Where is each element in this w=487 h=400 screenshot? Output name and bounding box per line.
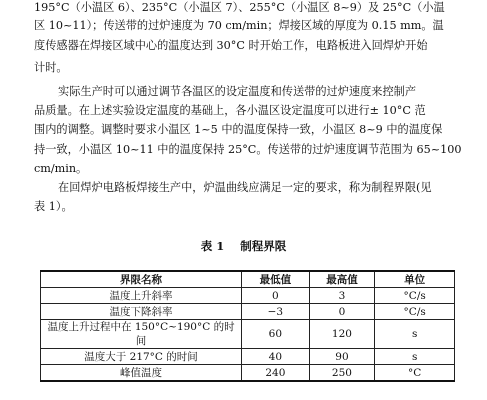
header-limit-name: 界限名称 bbox=[41, 271, 242, 288]
paragraph-1-line-3: 度传感器在焊接区域中心的温度达到 30°C 时开始工作，电路板进入回焊炉开始 bbox=[34, 39, 428, 52]
cell-limit-name: 温度上升斜率 bbox=[41, 288, 242, 304]
cell-min: 0 bbox=[242, 288, 310, 304]
table-row bbox=[41, 349, 455, 365]
cell-min: −3 bbox=[242, 304, 310, 320]
table-caption-title: 制程界限 bbox=[240, 239, 287, 253]
cell-limit-name: 温度大于 217°C 的时间 bbox=[41, 349, 242, 365]
cell-min: 240 bbox=[242, 365, 310, 382]
table-row bbox=[41, 288, 455, 304]
paragraph-1-line-4: 计时。 bbox=[34, 61, 68, 74]
table-caption-number: 表 1 bbox=[200, 239, 225, 253]
cell-limit-name: 温度上升过程中在 150°C~190°C 的时间 bbox=[41, 320, 242, 349]
cell-min: 60 bbox=[242, 320, 310, 349]
cell-max: 0 bbox=[309, 304, 375, 320]
paragraph-2-line-3: 围内的调整。调整时要求小温区 1~5 中的温度保持一致，小温区 8~9 中的温度保 bbox=[34, 123, 443, 136]
cell-unit: °C bbox=[375, 365, 455, 382]
table-caption bbox=[0, 238, 487, 254]
paragraph-2-line-5: cm/min。 bbox=[34, 162, 88, 175]
paragraph-1-line-2: 区 10~11）；传送带的过炉速度为 70 cm/min；焊接区域的厚度为 0.15 mm。温 bbox=[34, 19, 444, 32]
process-limits-table bbox=[40, 270, 455, 382]
paragraph-2-line-4: 持一致，小温区 10~11 中的温度保持 25°C。传送带的过炉速度调节范围为 65~100 bbox=[34, 143, 462, 156]
paragraph-3-line-2: 表 1）。 bbox=[34, 200, 73, 213]
table-header-row bbox=[41, 271, 455, 288]
cell-min: 40 bbox=[242, 349, 310, 365]
cell-unit: °C/s bbox=[375, 304, 455, 320]
header-unit: 单位 bbox=[375, 271, 455, 288]
table-row bbox=[41, 304, 455, 320]
paragraph-1-line-1: 195°C（小温区 6）、235°C（小温区 7）、255°C（小温区 8~9）及 25°C（小温 bbox=[34, 1, 445, 14]
cell-max: 250 bbox=[309, 365, 375, 382]
table-row bbox=[41, 320, 455, 349]
header-min-value: 最低值 bbox=[242, 271, 310, 288]
cell-max: 3 bbox=[309, 288, 375, 304]
cell-unit: s bbox=[375, 349, 455, 365]
paragraph-2-line-2: 品质量。在上述实验设定温度的基础上，各小温区设定温度可以进行± 10°C 范 bbox=[34, 104, 426, 117]
cell-max: 90 bbox=[309, 349, 375, 365]
table-row bbox=[41, 365, 455, 382]
cell-limit-name: 温度下降斜率 bbox=[41, 304, 242, 320]
cell-max: 120 bbox=[309, 320, 375, 349]
cell-unit: s bbox=[375, 320, 455, 349]
cell-limit-name: 峰值温度 bbox=[41, 365, 242, 382]
paragraph-3-line-1: 在回焊炉电路板焊接生产中，炉温曲线应满足一定的要求，称为制程界限(见 bbox=[58, 181, 432, 194]
paragraph-2-line-1: 实际生产时可以通过调节各温区的设定温度和传送带的过炉速度来控制产 bbox=[58, 85, 417, 98]
cell-unit: °C/s bbox=[375, 288, 455, 304]
header-max-value: 最高值 bbox=[309, 271, 375, 288]
